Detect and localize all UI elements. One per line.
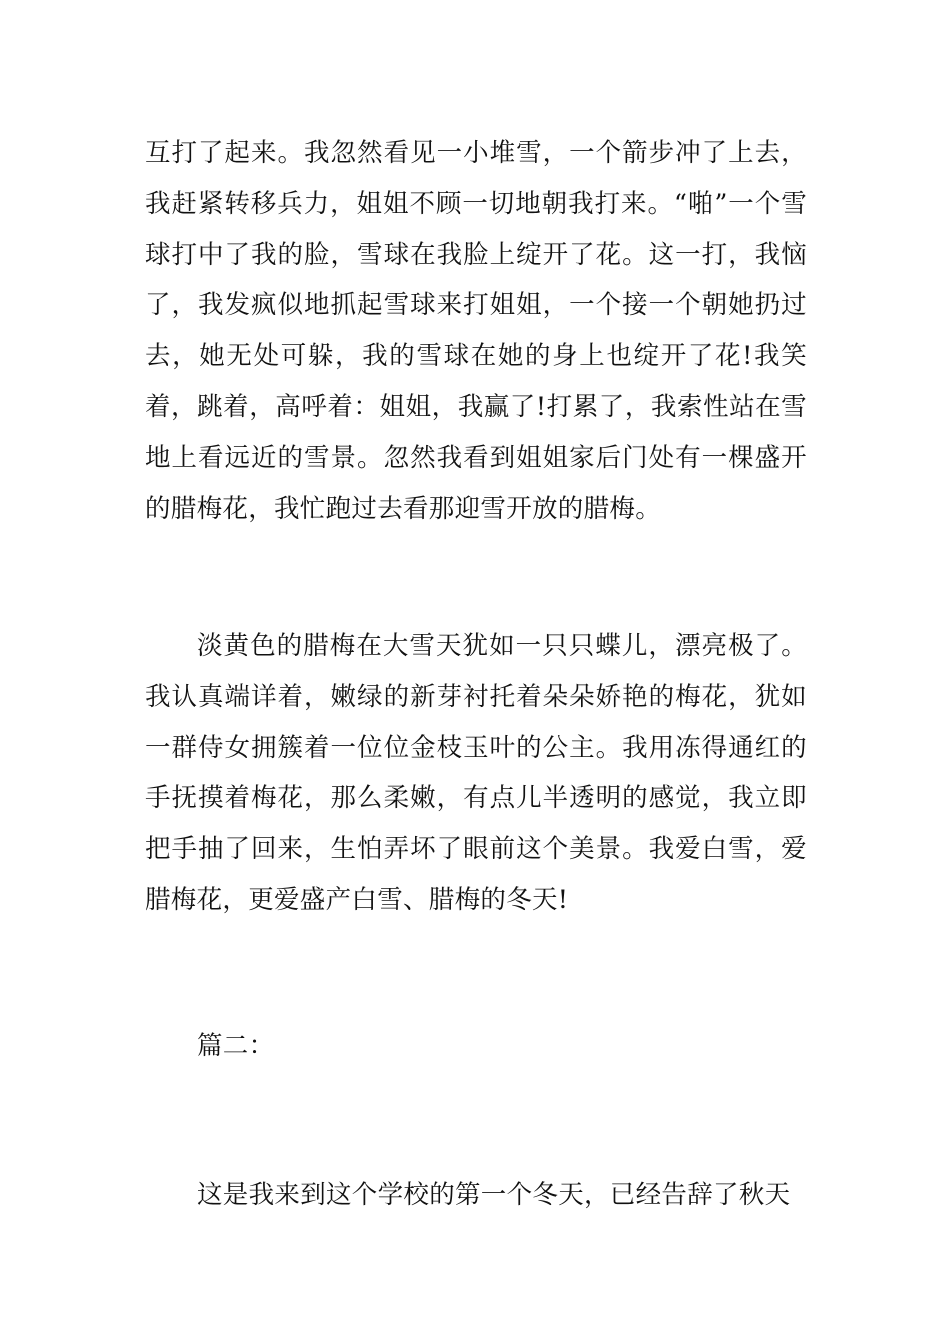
paragraph-wintersweet: 淡黄色的腊梅在大雪天犹如一只只蝶儿，漂亮极了。我认真端详着，嫩绿的新芽衬托着朵朵娇艳的梅花，犹如一群侍女拥簇着一位位金枝玉叶的公主。我用冻得通红的手抚摸着梅花，那么柔嫩，有点儿半透明的感觉，我立即把手抽了回来，生怕弄坏了眼前这个美景。我爱白雪，爱腊梅花，更爱盛产白雪、腊梅的冬天!: [145, 631, 807, 915]
section-heading: 篇二：: [197, 1031, 275, 1061]
paragraph-first-winter: 这是我来到这个学校的第一个冬天，已经告辞了秋天: [197, 1180, 791, 1210]
paragraph-snowball-fight: 互打了起来。我忽然看见一小堆雪，一个箭步冲了上去，我赶紧转移兵力，姐姐不顾一切地朝我打来。“啪”一个雪球打中了我的脸，雪球在我脸上绽开了花。这一打，我恼了，我发疯似地抓起雪球来打姐姐，一个接一个朝她扔过去，她无处可躲，我的雪球在她的身上也绽开了花!我笑着，跳着，高呼着：姐姐，我赢了!打累了，我索性站在雪地上看远近的雪景。忽然我看到姐姐家后门处有一棵盛开的腊梅花，我忙跑过去看那迎雪开放的腊梅。: [145, 138, 807, 524]
